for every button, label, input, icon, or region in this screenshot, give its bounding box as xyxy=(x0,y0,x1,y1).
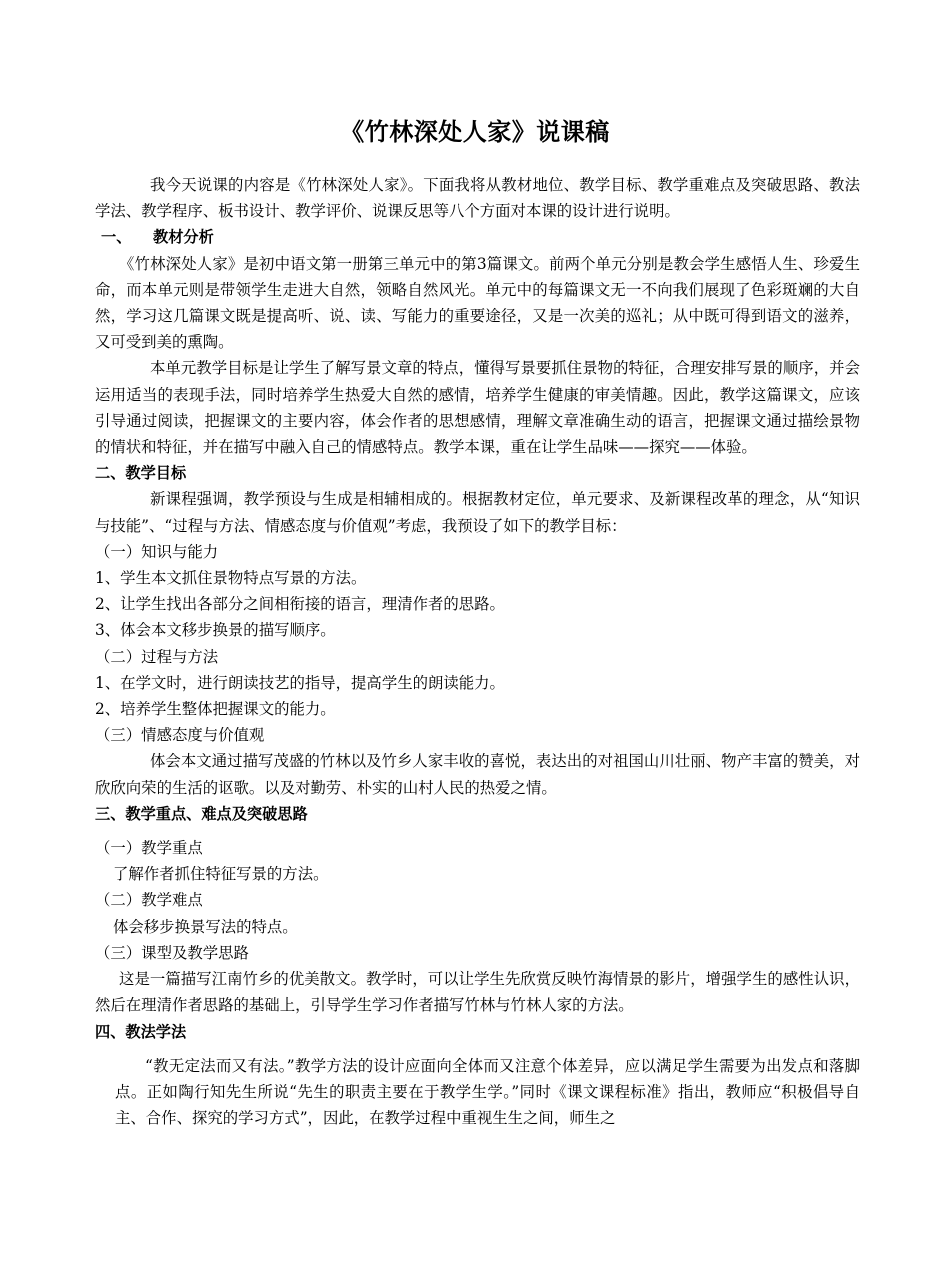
list-item: 1、在学文时，进行朗读技艺的指导，提高学生的朗读能力。 xyxy=(95,673,505,692)
subheading-emotion-values: （三）情感态度与价值观 xyxy=(95,726,265,745)
intro-paragraph: 我今天说课的内容是《竹林深处人家》。下面我将从教材地位、教学目标、教学重难点及突破思路、教法学法、教学程序、板书设计、教学评价、说课反思等八个方面对本课的设计进行说明。 xyxy=(95,176,860,221)
list-item: 2、让学生找出各部分之间相衔接的语言，理清作者的思路。 xyxy=(95,595,505,614)
section-heading-teaching-methods: 四、教法学法 xyxy=(95,1022,187,1041)
emotion-values-paragraph: 体会本文通过描写茂盛的竹林以及竹乡人家丰收的喜悦，表达出的对祖国山川壮丽、物产丰富的赞美，对欣欣向荣的生活的讴歌。以及对勤劳、朴实的山村人民的热爱之情。 xyxy=(95,752,860,797)
section-heading-text: 教材分析 xyxy=(153,228,214,247)
subheading-knowledge-ability: （一）知识与能力 xyxy=(95,542,219,561)
teaching-difficulty-text: 体会移步换景写法的特点。 xyxy=(113,917,298,936)
section-heading-key-points: 三、教学重点、难点及突破思路 xyxy=(95,804,308,823)
subheading-lesson-type: （三）课型及教学思路 xyxy=(95,943,249,962)
list-item: 2、培养学生整体把握课文的能力。 xyxy=(95,700,336,719)
list-item: 1、学生本文抓住景物特点写景的方法。 xyxy=(95,569,367,588)
textbook-analysis-paragraph-1: 《竹林深处人家》是初中语文第一册第三单元中的第3篇课文。前两个单元分别是教会学生感悟人生、珍爱生命，而本单元则是带领学生走进大自然，领略自然风光。单元中的每篇课文无一不向我们展现了色彩斑斓的大自然，学习这几篇课文既是提高听、说、读、写能力的重要途径，又是一次美的巡礼；从中既可得到语文的滋养，又可受到美的熏陶。 xyxy=(95,254,860,352)
teaching-methods-paragraph: “教无定法而又有法。”教学方法的设计应面向全体而又注意个体差异，应以满足学生需要为出发点和落脚点。正如陶行知先生所说“先生的职责主要在于教学生学。”同时《课文课程标准》指出，教师应“积极倡导自主、合作、探究的学习方式”，因此，在教学过程中重视生生之间，师生之 xyxy=(115,1056,860,1128)
section-heading-textbook-analysis xyxy=(95,224,860,250)
subheading-process-method: （二）过程与方法 xyxy=(95,647,219,666)
document-body xyxy=(95,172,860,1131)
textbook-analysis-paragraph-2: 本单元教学目标是让学生了解写景文章的特点，懂得写景要抓住景物的特征，合理安排写景的顺序，并会运用适当的表现手法，同时培养学生热爱大自然的感情，培养学生健康的审美情趣。因此，教学这篇课文，应该引导通过阅读，把握课文的主要内容，体会作者的思想感情，理解文章准确生动的语言，把握课文通过描绘景物的情状和特征，并在描写中融入自己的情感特点。教学本课，重在让学生品味——探究——体验。 xyxy=(95,359,860,457)
subheading-teaching-focus: （一）教学重点 xyxy=(95,839,203,858)
document-title: 《竹林深处人家》说课稿 xyxy=(340,118,610,146)
lesson-type-text: 这是一篇描写江南竹乡的优美散文。教学时，可以让学生先欣赏反映竹海情景的影片，增强学生的感性认识，然后在理清作者思路的基础上，引导学生学习作者描写竹林与竹林人家的方法。 xyxy=(95,970,860,1015)
list-item: 3、体会本文移步换景的描写顺序。 xyxy=(95,621,336,640)
section-heading-teaching-goals: 二、教学目标 xyxy=(95,464,187,483)
teaching-goals-paragraph: 新课程强调，教学预设与生成是相辅相成的。根据教材定位，单元要求、及新课程改革的理念，从“知识与技能”、“过程与方法、情感态度与价值观”考虑，我预设了如下的教学目标： xyxy=(95,490,860,535)
section-number: 一、 xyxy=(101,228,132,247)
teaching-focus-text: 了解作者抓住特征写景的方法。 xyxy=(113,865,329,884)
subheading-teaching-difficulty: （二）教学难点 xyxy=(95,891,203,910)
